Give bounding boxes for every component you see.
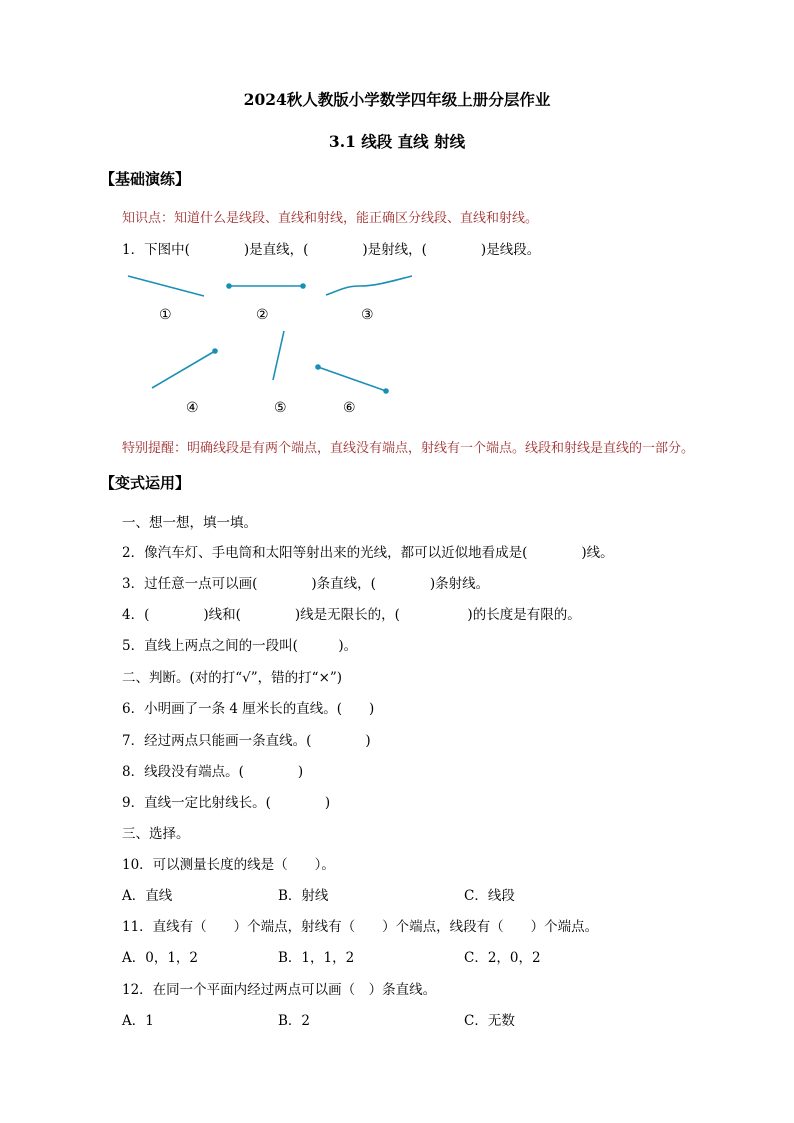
endpoint-dot	[316, 365, 320, 369]
question-5: 5．直线上两点之间的一段叫( )。	[122, 638, 358, 654]
q10-option-a: A．直线	[122, 888, 173, 904]
figure-label-1: ①	[159, 307, 172, 323]
q10-option-c: C．线段	[464, 888, 515, 904]
figure-label-2: ②	[256, 307, 269, 323]
q12-option-a: A．1	[122, 1013, 154, 1029]
figure-segment-6	[318, 367, 386, 391]
endpoint-dot	[213, 349, 217, 353]
question-10: 10．可以测量长度的线是（ ）。	[122, 857, 335, 873]
q10-option-b: B．射线	[278, 888, 329, 904]
q11-option-b: B．1，1，2	[278, 950, 355, 966]
special-tip: 特别提醒：明确线段是有两个端点，直线没有端点，射线有一个端点。线段和射线是直线的一部分。	[122, 441, 695, 456]
question-3: 3．过任意一点可以画( )条直线，( )条射线。	[122, 576, 490, 592]
figure-curve-3	[326, 276, 412, 295]
figure-label-6: ⑥	[343, 400, 356, 416]
section-variation-heading: 【变式运用】	[100, 474, 191, 492]
question-8: 8．线段没有端点。( )	[122, 764, 304, 780]
endpoint-dot	[301, 284, 305, 288]
endpoint-dot	[384, 389, 388, 393]
endpoint-dot	[227, 284, 231, 288]
question-7: 7．经过两点只能画一条直线。( )	[122, 733, 371, 749]
q12-option-c: C．无数	[464, 1013, 515, 1029]
part-3-heading: 三、选择。	[122, 826, 190, 842]
q11-option-c: C．2，0，2	[464, 950, 541, 966]
figure-label-4: ④	[186, 400, 199, 416]
question-4: 4．( )线和( )线是无限长的，( )的长度是有限的。	[122, 607, 581, 623]
figure-line-5	[273, 331, 284, 380]
q11-option-a: A．0，1，2	[122, 950, 199, 966]
part-1-heading: 一、想一想，填一填。	[122, 515, 257, 531]
question-1: 1．下图中( )是直线，( )是射线，( )是线段。	[122, 242, 541, 258]
figure-line-1	[128, 276, 204, 296]
question-9: 9．直线一定比射线长。( )	[122, 795, 331, 811]
figure-label-5: ⑤	[274, 400, 287, 416]
knowledge-point: 知识点：知道什么是线段、直线和射线，能正确区分线段、直线和射线。	[122, 211, 539, 226]
q12-option-b: B．2	[278, 1013, 311, 1029]
section-basic-heading: 【基础演练】	[100, 170, 191, 188]
figure-ray-4	[152, 351, 215, 388]
question-12: 12．在同一个平面内经过两点可以画（ ）条直线。	[122, 982, 437, 998]
page-subtitle: 3.1 线段 直线 射线	[328, 132, 466, 151]
question-11: 11．直线有（ ）个端点，射线有（ ）个端点，线段有（ ）个端点。	[122, 919, 599, 935]
figure-label-3: ③	[361, 307, 374, 323]
question-6: 6．小明画了一条 4 厘米长的直线。( )	[122, 701, 375, 717]
question-2: 2．像汽车灯、手电筒和太阳等射出来的光线，都可以近似地看成是( )线。	[122, 545, 614, 561]
part-2-heading: 二、判断。(对的打“√”，错的打“×”)	[122, 670, 343, 686]
page-title: 2024秋人教版小学数学四年级上册分层作业	[243, 90, 551, 109]
